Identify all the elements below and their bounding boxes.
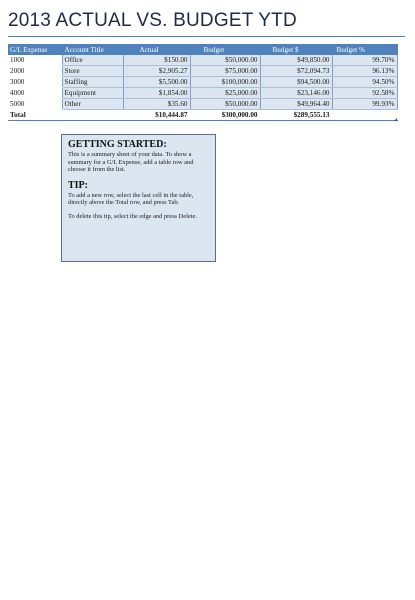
table-row — [8, 55, 397, 66]
total-budget-cell[interactable]: $300,000.00 — [190, 110, 260, 121]
budget-cell[interactable]: $25,000.00 — [190, 88, 260, 99]
gl-expense-cell[interactable]: 2000 — [8, 66, 62, 77]
title-underline — [8, 36, 405, 37]
getting-started-text: This is a summary sheet of your data. To show a summary for a G/L Expense, add a table row and choose it from the list. — [68, 151, 194, 174]
table-row — [8, 99, 397, 110]
header-row — [8, 44, 397, 55]
account-title-cell[interactable]: Equipment — [62, 88, 123, 99]
header-budget[interactable]: Budget — [190, 44, 260, 55]
budget-dollar-cell[interactable]: $72,094.73 — [260, 66, 332, 77]
gl-expense-cell[interactable]: 3000 — [8, 77, 62, 88]
budget-percent-cell[interactable]: 99.70% — [332, 55, 397, 66]
account-title-cell[interactable]: Store — [62, 66, 123, 77]
tip-heading: TIP: — [68, 179, 88, 191]
budget-cell[interactable]: $50,000.00 — [190, 99, 260, 110]
actual-cell[interactable]: $150.00 — [123, 55, 190, 66]
actual-cell[interactable]: $1,854.00 — [123, 88, 190, 99]
header-gl-expense[interactable]: G/L Expense — [8, 44, 62, 55]
actual-cell[interactable]: $5,500.00 — [123, 77, 190, 88]
account-title-cell[interactable]: Office — [62, 55, 123, 66]
gl-expense-cell[interactable]: 4000 — [8, 88, 62, 99]
budget-dollar-cell[interactable]: $94,500.00 — [260, 77, 332, 88]
total-row — [8, 110, 397, 121]
budget-percent-cell[interactable]: 92.58% — [332, 88, 397, 99]
page-title: 2013 ACTUAL VS. BUDGET YTD — [8, 10, 297, 31]
tip-delete-text: To delete this tip, select the edge and press Delete. — [68, 212, 197, 220]
budget-cell[interactable]: $75,000.00 — [190, 66, 260, 77]
gl-expense-cell[interactable]: 5000 — [8, 99, 62, 110]
tip-add-row-text: To add a new row, select the last cell in the table, directly above the Total row, and press Tab. — [68, 191, 194, 207]
total-budget-dollar-cell[interactable]: $289,555.13 — [260, 110, 332, 121]
getting-started-heading: GETTING STARTED: — [68, 139, 167, 150]
total-budget-percent-cell[interactable] — [332, 110, 397, 121]
header-budget-dollar[interactable]: Budget $ — [260, 44, 332, 55]
budget-cell[interactable]: $100,000.00 — [190, 77, 260, 88]
budget-percent-cell[interactable]: 94.50% — [332, 77, 397, 88]
header-actual[interactable]: Actual — [123, 44, 190, 55]
total-actual-cell[interactable]: $10,444.87 — [123, 110, 190, 121]
budget-dollar-cell[interactable]: $23,146.00 — [260, 88, 332, 99]
budget-percent-cell[interactable]: 96.13% — [332, 66, 397, 77]
total-account-title-cell[interactable] — [62, 110, 123, 121]
total-label[interactable]: Total — [8, 110, 62, 121]
actual-cell[interactable]: $2,905.27 — [123, 66, 190, 77]
header-budget-percent[interactable]: Budget % — [332, 44, 397, 55]
account-title-cell[interactable]: Other — [62, 99, 123, 110]
header-account-title[interactable]: Account Title — [62, 44, 123, 55]
table-row — [8, 88, 397, 99]
table-row — [8, 66, 397, 77]
table-resize-handle[interactable] — [394, 118, 397, 121]
table-row — [8, 77, 397, 88]
budget-cell[interactable]: $50,000.00 — [190, 55, 260, 66]
account-title-cell[interactable]: Staffing — [62, 77, 123, 88]
budget-table — [8, 44, 398, 121]
budget-dollar-cell[interactable]: $49,964.40 — [260, 99, 332, 110]
gl-expense-cell[interactable]: 1000 — [8, 55, 62, 66]
budget-percent-cell[interactable]: 99.93% — [332, 99, 397, 110]
tip-box[interactable] — [61, 134, 216, 262]
budget-dollar-cell[interactable]: $49,850.00 — [260, 55, 332, 66]
actual-cell[interactable]: $35.60 — [123, 99, 190, 110]
